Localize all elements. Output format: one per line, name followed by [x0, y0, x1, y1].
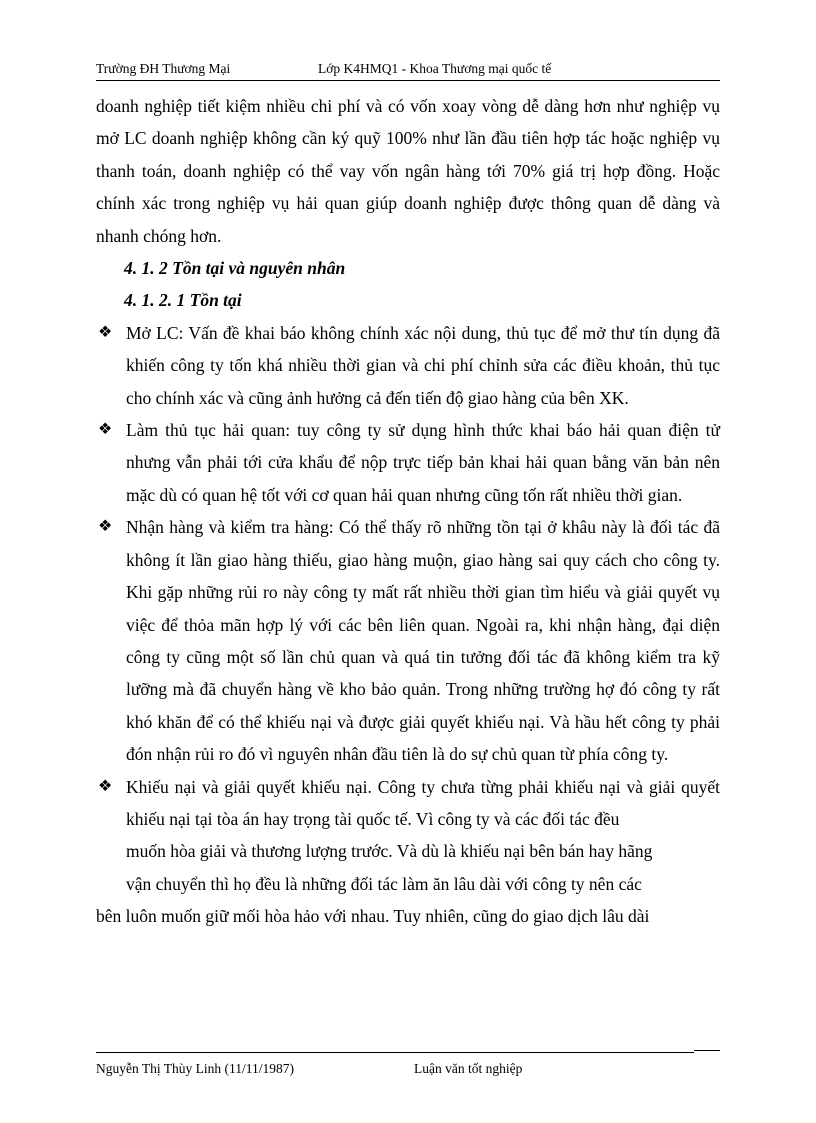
bullet-text: Làm thủ tục hải quan: tuy công ty sử dụng hình thức khai báo hải quan điện tử nhưng vẫn phải tới cửa khẩu để nộp trực tiếp bản khai hải quan bằng văn bản nên mặc dù có quan hệ tốt với cơ quan hải quan nhưng cũng tốn rất nhiều thời gian. — [126, 420, 720, 505]
diamond-bullet-icon: ❖ — [98, 518, 113, 536]
header-school: Trường ĐH Thương Mại — [96, 61, 231, 76]
bullet-text: Nhận hàng và kiểm tra hàng: Có thể thấy rõ những tồn tại ở khâu này là đối tác đã không ít lần giao hàng thiếu, giao hàng muộn, giao hàng sai quy cách cho công ty. Khi gặp những rủi ro này công ty mất rất nhiều thời gian tìm hiểu và giải quyết vụ việc để thỏa mãn hợp lý với các bên liên quan. Ngoài ra, khi nhận hàng, đại diện công ty cũng một số lần chủ quan và quá tin tưởng đối tác đã không kiểm tra kỹ lưỡng mà đã chuyển hàng về kho bảo quản. Trong những trường hợ đó công ty rất khó khăn để có thể khiếu nại và được giải quyết khiếu nại. Và hầu hết công ty phải đón nhận rủi ro đó vì nguyên nhân đầu tiên là do sự chủ quan từ phía công ty. — [126, 517, 720, 765]
continuation-line-3: bên luôn muốn giữ mối hòa hảo với nhau. Tuy nhiên, cũng do giao dịch lâu dài — [96, 906, 650, 927]
continuation-line-1: muốn hòa giải và thương lượng trước. Và dù là khiếu nại bên bán hay hãng — [126, 841, 653, 862]
diamond-bullet-icon: ❖ — [98, 323, 113, 341]
footer-divider-short — [694, 1050, 720, 1051]
footer-divider — [96, 1052, 694, 1053]
diamond-bullet-icon: ❖ — [98, 777, 113, 795]
subsection-heading: 4. 1. 2. 1 Tồn tại — [124, 290, 242, 311]
intro-paragraph: doanh nghiệp tiết kiệm nhiều chi phí và có vốn xoay vòng dễ dàng hơn như nghiệp vụ mở LC doanh nghiệp không cần ký quỹ 100% như lần đầu tiên hợp tác hoặc nghiệp vụ thanh toán, doanh nghiệp có thể vay vốn ngân hàng tới 70% giá trị hợp đồng. Hoặc chính xác trong nghiệp vụ hải quan giúp doanh nghiệp được thông quan dễ dàng và nhanh chóng hơn. — [96, 96, 720, 246]
header-divider — [96, 80, 720, 81]
bullet-text: Mở LC: Vấn đề khai báo không chính xác nội dung, thủ tục để mở thư tín dụng đã khiến công ty tốn khá nhiều thời gian và chi phí chỉnh sửa các điều khoản, thủ tục cho chính xác và cũng ảnh hưởng cả đến tiến độ giao hàng của bên XK. — [126, 322, 720, 408]
continuation-line-2: vận chuyển thì họ đều là những đối tác làm ăn lâu dài với công ty nên các — [126, 873, 642, 894]
bullet-item-receiving — [96, 511, 720, 770]
bullet-item-customs — [96, 414, 720, 511]
footer-title: Luận văn tốt nghiệp — [414, 1061, 523, 1076]
header-class: Lớp K4HMQ1 - Khoa Thương mại quốc tế — [318, 61, 552, 76]
main-text — [96, 90, 720, 933]
diamond-bullet-icon: ❖ — [98, 421, 113, 439]
bullet-item-complaints — [96, 771, 720, 836]
bullet-text: Khiếu nại và giải quyết khiếu nại. Công ty chưa từng phải khiếu nại và giải quyết khiếu nại tại tòa án hay trọng tài quốc tế. Vì công ty và các đối tác đều — [126, 776, 720, 829]
section-heading: 4. 1. 2 Tồn tại và nguyên nhân — [124, 258, 346, 279]
bullet-item-lc — [96, 317, 720, 414]
footer-author: Nguyễn Thị Thùy Linh (11/11/1987) — [96, 1061, 294, 1076]
